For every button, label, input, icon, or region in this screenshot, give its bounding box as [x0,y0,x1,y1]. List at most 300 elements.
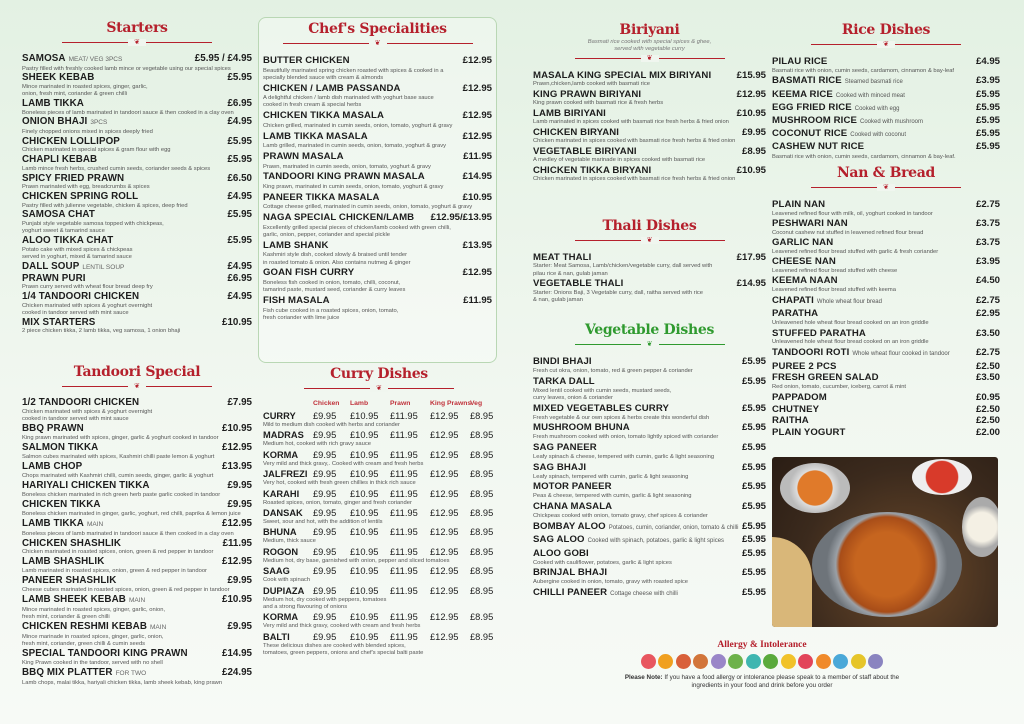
curry-price: £10.95 [350,527,379,538]
menu-item [772,75,1000,88]
item-name: NAGA SPECIAL CHICKEN/LAMB [263,212,415,224]
menu-item [772,56,1000,75]
menu-item [533,165,766,184]
item-price: £2.50 [975,360,1000,372]
chefs-section [263,21,492,323]
menu-item [22,649,252,667]
menu-item-row [22,236,252,247]
item-price: £5.95 [227,209,252,221]
item-price: £5.95 [975,141,1000,153]
curry-item [263,586,495,611]
item-name: MIX STARTERS [22,316,96,328]
menu-item [22,318,252,336]
menu-item-row [22,54,252,66]
menu-item [772,128,1000,141]
menu-item [263,131,492,151]
menu-item [22,481,252,499]
menu-item [22,443,252,461]
item-price: £8.95 [741,145,766,157]
item-description: Unleavened hole wheat flour bread cooked on an iron griddle [772,320,929,327]
item-name: VEGETABLE THALI [533,278,624,290]
item-description: Fresh cut okra, onion, tomato, red & green pepper & coriander [533,368,693,375]
item-description: Mince marinated in roasted spices, ginger, garlic, onion, fresh mint, coriander & green chilli [22,83,148,98]
item-price: £12.95/£13.95 [430,212,492,224]
curry-price: £12.95 [430,546,459,557]
item-description: Chicken marinated with spices & yoghurt overnight cooked in tandoor served with mint sauce [22,302,153,316]
item-name: PANEER SHASHLIK [22,575,117,587]
item-name: CHICKEN TIKKA [22,498,101,510]
item-description: King prawn cooked with basmati rice & fresh herbs [533,100,664,107]
menu-item [533,108,766,127]
item-inline-description: Cooked with spinach, potatoes, garlic & light spices [587,538,725,545]
item-description: Leafy spinach & cheese, tempered with cumin, garlic & light seasoning [533,454,715,461]
curry-price: £8.95 [470,507,494,518]
item-name: DALL SOUP [22,260,80,272]
menu-item [22,557,252,575]
item-name: CASHEW NUT RICE [772,141,865,153]
item-description: King prawn marinated with spices, ginger, garlic & yoghurt cooked in tandoor [22,435,219,442]
menu-item [772,372,1000,391]
curry-price: £8.95 [470,585,494,596]
item-price: £10.95 [736,164,766,176]
curry-item [263,612,495,630]
item-name: PARATHA [772,308,819,320]
item-price: £3.75 [975,218,1000,230]
curry-price: £10.95 [350,449,379,460]
menu-item-row [22,519,252,531]
item-name: SPECIAL TANDOORI KING PRAWN [22,648,188,660]
mustard-icon [658,654,673,669]
item-price: £5.95 [975,128,1000,140]
item-price: £2.50 [975,415,1000,427]
item-name: CHICKEN TIKKA BIRYANI [533,164,652,176]
menu-item [22,576,252,594]
item-name: BBQ MIX PLATTER [22,667,113,679]
item-description: Lamb grilled, marinated in cumin seeds, onion, tomato, yoghurt & gravy [263,143,447,150]
menu-item [263,212,492,239]
item-description: Potato cake with mixed spices & chickpeas served in yoghurt, mixed & tamarind sauce [22,246,133,260]
item-description: Beautifully marinated spring chicken roasted with spices & cooked in a specially blended sauce with cream & almonds [263,67,444,81]
milk-icon [868,654,883,669]
menu-item [22,192,252,210]
item-tag: MAIN [150,624,167,632]
item-inline-description: Whole wheat flour bread [816,298,882,305]
item-inline-description: Cottage cheese with chilli [610,591,678,598]
curry-price: £8.95 [470,469,494,480]
menu-item-row [772,372,1000,384]
curry-price: £12.95 [430,631,459,642]
item-name: LAMB BIRIYANI [533,107,606,119]
item-name: BRINJAL BHAJI [533,567,608,579]
curry-price: £9.95 [313,566,337,577]
item-tag: MEAT/ VEG 3PCS [68,56,123,63]
item-name: BBQ PRAWN [22,423,84,435]
item-price: £12.95 [462,55,492,66]
menu-item [22,424,252,442]
item-price: £6.50 [227,172,252,184]
menu-item [263,192,492,212]
item-name: CHEESE NAN [772,256,836,268]
item-price: £2.75 [975,294,1000,306]
item-description: Salmon cubes marinated with spices, Kashmiri chilli paste lemon & yoghurt [22,453,215,460]
item-name: CHICKEN / LAMB PASSANDA [263,82,401,94]
item-price: £12.95 [222,556,252,568]
menu-item [533,548,766,567]
item-name: KEEMA NAAN [772,275,838,287]
nuts-icon [676,654,691,669]
curry-price: £8.95 [470,566,494,577]
item-name: MEAT THALI [533,252,592,263]
starters-section [22,20,252,336]
item-price: £5.95 [741,422,766,434]
menu-item-row [533,252,766,263]
ornament-divider: ❦ [811,184,961,193]
menu-item [22,274,252,292]
menu-item-row [22,398,252,409]
menu-item [772,275,1000,294]
item-price: £12.95 [462,267,492,279]
item-price: £10.95 [222,594,252,606]
menu-item [263,267,492,294]
item-name: HARIYALI CHICKEN TIKKA [22,479,150,491]
menu-item [533,278,766,304]
item-description: A medley of vegetable marinade in spices cooked with basmati rice [533,157,706,164]
menu-item-row [772,392,1000,404]
curry-price: £12.95 [430,585,459,596]
item-description: Chickpeas cooked with onion, tomato gravy, chef spices & coriander [533,513,708,520]
item-tag: FOR TWO [115,670,147,678]
item-price: £5.95 [227,154,252,166]
item-price: £15.95 [736,70,766,81]
curry-item [263,508,495,526]
item-inline-description: Whole wheat flour cooked in tandoor [852,350,950,357]
item-name: CHAPLI KEBAB [22,154,98,166]
item-name: CHICKEN SPRING ROLL [22,190,139,202]
item-description: Peas & cheese, tempered with cumin, garlic & light seasoning [533,493,692,500]
item-name: VEGETABLE BIRIYANI [533,145,637,157]
item-name: ONION BHAJI [22,116,88,128]
curry-price: £12.95 [430,469,459,480]
curry-price: £11.95 [390,507,418,518]
item-name: MASALA KING SPECIAL MIX BIRIYANI [533,70,712,81]
curry-description: These delicious dishes are cooked with blended spices, tomatoes, green peppers, onions and chef's special balti paste [263,642,424,656]
menu-item [533,146,766,165]
curry-price: £12.95 [430,411,459,421]
item-price: £5.95 [227,135,252,147]
item-name: CHILLI PANEER [533,587,608,599]
allergy-note [612,674,912,690]
menu-item [22,622,252,648]
item-name: SAG ALOO [533,534,585,546]
curry-price: £11.95 [390,527,418,538]
item-description: Lamb marinated in spices cooked with basmati rice fresh herbs & fried onion [533,119,729,126]
curry-price: £9.95 [313,430,337,441]
item-description: Chops marinated with Kashmiri chilli, cumin seeds, ginger, garlic & yoghurt [22,472,214,479]
col-prawn: Prawn [390,400,411,407]
menu-item-row [533,127,766,138]
menu-item [22,117,252,136]
item-description: Basmati rice with onion, cumin seeds, cardamom, cinnamon & bay-leaf [772,68,955,75]
curry-name: DANSAK [263,507,303,518]
menu-item [533,521,766,534]
curry-row [263,508,495,519]
menu-item-row [772,237,1000,249]
menu-item [533,442,766,461]
item-inline-description: Cooked with coconut [850,132,906,139]
item-description: Lamb chops, malai tikka, hariyali chicken tikka, lamb sheek kebab, king prawn [22,680,223,687]
item-price: £9.95 [227,621,252,633]
ornament-divider: ❦ [575,341,725,350]
menu-item [533,462,766,481]
molluscs-icon [641,654,656,669]
menu-item [533,89,766,108]
curry-item [263,469,495,487]
item-price: £14.95 [462,171,492,183]
biriyani-section [533,22,766,183]
menu-item [22,54,252,73]
item-price: £11.95 [463,294,492,306]
menu-item [772,199,1000,218]
item-price: £12.95 [462,130,492,142]
item-description: Starter: Onions Baji, 3 Vegetable curry, dall, raitha served with rice & nan, gulab jaman [533,289,704,304]
item-name: KING PRAWN BIRIYANI [533,88,642,100]
menu-item-row [533,70,766,81]
item-price: £10.95 [222,316,252,328]
item-price: £4.95 [227,116,252,128]
item-name: GARLIC NAN [772,237,834,249]
item-price: £4.95 [975,56,1000,67]
ornament-divider: ❦ [811,41,961,50]
col-chicken: Chicken [313,400,340,407]
curry-price: £8.95 [470,546,494,557]
curry-price: £10.95 [350,585,379,596]
item-name: MIXED VEGETABLES CURRY [533,402,669,414]
menu-item [772,102,1000,115]
item-price: £3.75 [975,237,1000,249]
curry-price: £12.95 [430,612,459,623]
menu-item [533,422,766,441]
item-inline-description: Potatoes, cumin, coriander, onion, tomato & chilli [608,524,739,531]
item-description: Kashmiri style dish, cooked slowly & braised until tender in roasted tomato & onion. Also contains nutmeg & ginger [263,252,411,266]
item-name: TARKA DALL [533,375,595,387]
menu-item-row [22,155,252,166]
menu-item [22,519,252,538]
item-price: £24.95 [222,667,252,679]
menu-item [533,501,766,520]
item-name: ALOO TIKKA CHAT [22,234,114,246]
item-tag: LENTIL SOUP [82,263,125,271]
item-name: SAG PANEER [533,441,597,453]
menu-item-row [533,403,766,415]
menu-item-row [772,115,1000,128]
curry-price: £10.95 [350,631,379,642]
item-description: Chicken grilled, marinated in cumin seeds, onion, tomato, yoghurt & gravy [263,122,453,129]
menu-item [533,356,766,375]
menu-item [263,295,492,322]
curry-price: £9.95 [313,527,337,538]
curry-price: £12.95 [430,449,459,460]
menu-item-row [263,55,492,68]
item-description: Finely chopped onions mixed in spices deeply fried [22,128,153,135]
item-name: LAMB SHASHLIK [22,556,105,568]
item-price: £13.95 [462,239,492,251]
menu-item-row [263,267,492,280]
section-title: Rice Dishes [841,22,931,38]
curry-price: £10.95 [350,612,379,623]
ornament-divider: ❦ [62,39,212,48]
item-name: FISH MASALA [263,294,330,306]
curry-row [263,430,495,441]
item-description: King Prawn cooked in the tandoor, served with no shell [22,660,163,667]
curry-section [263,366,495,658]
curry-name: KORMA [263,449,299,460]
curry-row [263,566,495,577]
item-description: Cooked with cauliflower, potatoes, garlic & light spices [533,559,672,566]
menu-item-row [772,308,1000,320]
curry-price: £9.95 [313,488,337,499]
item-description: Mince marinade in roasted spices, ginger, garlic, onion, fresh mint, coriander, green chilli & cumin seeds [22,634,164,648]
menu-item-row [22,174,252,185]
item-price: £2.95 [975,308,1000,320]
item-name: KEEMA RICE [772,88,833,100]
section-title: Biriyani [619,22,680,38]
item-price: £5.95 [227,234,252,246]
sulphites-icon [746,654,761,669]
curry-description: Roasted spices, onion, tomato, ginger and fresh coriander [263,499,412,506]
curry-price: £11.95 [390,546,418,557]
item-name: PLAIN YOGURT [772,427,846,439]
menu-item-row [22,539,252,550]
item-price: £3.95 [975,256,1000,268]
item-name: SHEEK KEBAB [22,72,95,84]
menu-item [263,55,492,82]
menu-item-row [22,274,252,285]
menu-item-row [263,212,492,225]
curry-price: £11.95 [390,430,418,441]
menu-item [22,155,252,173]
item-description: Chicken marinated in spices cooked with basmati rice fresh herbs & fried onion [533,175,736,182]
menu-item-row [22,576,252,587]
ornament-divider: ❦ [304,385,454,394]
menu-item-row [263,110,492,123]
curry-price: £8.95 [470,411,494,421]
item-price: £4.50 [975,275,1000,287]
menu-item [533,70,766,89]
curry-name: CURRY [263,411,296,421]
nan-section [772,165,1000,439]
item-name: LAMB CHOP [22,460,83,472]
menu-item [22,595,252,621]
curry-price: £11.95 [390,449,418,460]
curry-description: Cook with spinach [263,577,311,584]
item-description: Cottage cheese grilled, marinated in cumin seeds, onion, tomato, yoghurt & gravy [263,204,473,211]
menu-item-row [772,141,1000,153]
item-name: CHICKEN LOLLIPOP [22,135,120,147]
menu-item-row [22,292,252,303]
allergy-section [612,640,912,690]
menu-item [772,308,1000,327]
item-description: Mixed lentil cooked with cumin seeds, mustard seeds, curry leaves, onion & coriander [533,387,672,401]
item-description: Boneless pieces of lamb marinated in tandoori sauce & then cooked in a clay oven [22,530,234,537]
menu-item-row [772,128,1000,141]
eggs-icon [816,654,831,669]
curry-description: Very mild and thick gravy, cooked with cream and fresh herbs [263,623,421,630]
menu-item-row [22,210,252,221]
item-description: A delightful chicken / lamb dish marinated with yoghurt base sauce cooked in fresh cream & special herbs [263,95,434,109]
curry-price: £8.95 [470,430,494,441]
curry-row [263,612,495,623]
curry-item [263,450,495,468]
curry-name: BHUNA [263,527,297,538]
item-price: £5.95 [975,115,1000,127]
item-name: PUREE 2 PCS [772,360,837,372]
item-name: EGG FRIED RICE [772,101,852,113]
item-price: £12.95 [222,517,252,529]
menu-item [533,127,766,146]
menu-item-row [533,146,766,157]
menu-item-row [533,534,766,547]
menu-item-row [22,462,252,473]
item-price: £10.95 [462,191,492,203]
curry-description: Medium hot, cooked with rich gravy sauce [263,441,371,448]
menu-item-row [22,622,252,634]
item-description: Punjabi style vegetable samosa topped with chickpeas, yoghurt sweet & tamarind sauce [22,220,164,235]
curry-price: £9.95 [313,411,337,421]
curry-price: £12.95 [430,488,459,499]
col-king-prawns: King Prawns [430,400,472,407]
curry-price: £10.95 [350,469,379,480]
item-description: Prawn,chicken,lamb cooked with basmati rice [533,81,650,88]
menu-item [772,427,1000,439]
item-name: LAMB TIKKA [22,97,84,109]
item-name: SALMON TIKKA [22,442,99,454]
curry-price: £10.95 [350,566,379,577]
section-title: Thali Dishes [602,218,697,234]
item-name: CHAPATI [772,294,814,306]
menu-item [22,500,252,518]
curry-price: £11.95 [390,612,418,623]
curry-price: £9.95 [313,612,337,623]
menu-item-row [772,427,1000,439]
curry-price: £11.95 [390,488,418,499]
curry-price: £8.95 [470,449,494,460]
soya-icon [728,654,743,669]
item-name: COCONUT RICE [772,128,848,140]
item-price: £11.95 [222,537,252,549]
item-price: £17.95 [736,252,766,263]
menu-item-row [22,649,252,660]
item-description: Mince marinated in roasted spices, ginger, garlic, onion, fresh mint, coriander & green chilli [22,607,166,621]
curry-price: £9.95 [313,631,337,642]
menu-item [772,218,1000,237]
menu-item-row [22,481,252,492]
item-name: BUTTER CHICKEN [263,55,350,66]
menu-item-row [772,328,1000,340]
section-title: Chef's Specialities [308,21,447,37]
item-price: £13.95 [222,460,252,472]
curry-price: £9.95 [313,546,337,557]
menu-item [533,481,766,500]
item-description: Boneless pieces of lamb marinated in tandoori sauce & then cooked in a clay oven [22,109,234,116]
item-description: 2 piece chicken tikka, 2 lamb tikka, veg samosa, 1 onion bhaji [22,328,181,335]
menu-item-row [22,318,252,329]
curry-price: £8.95 [470,488,494,499]
menu-item [22,236,252,261]
section-title: Tandoori Special [73,364,201,380]
item-description: Prawn, marinated in cumin seeds, onion, tomato, yoghurt & gravy [263,163,431,170]
menu-item-row [22,500,252,511]
item-name: MOTOR PANEER [533,481,612,493]
